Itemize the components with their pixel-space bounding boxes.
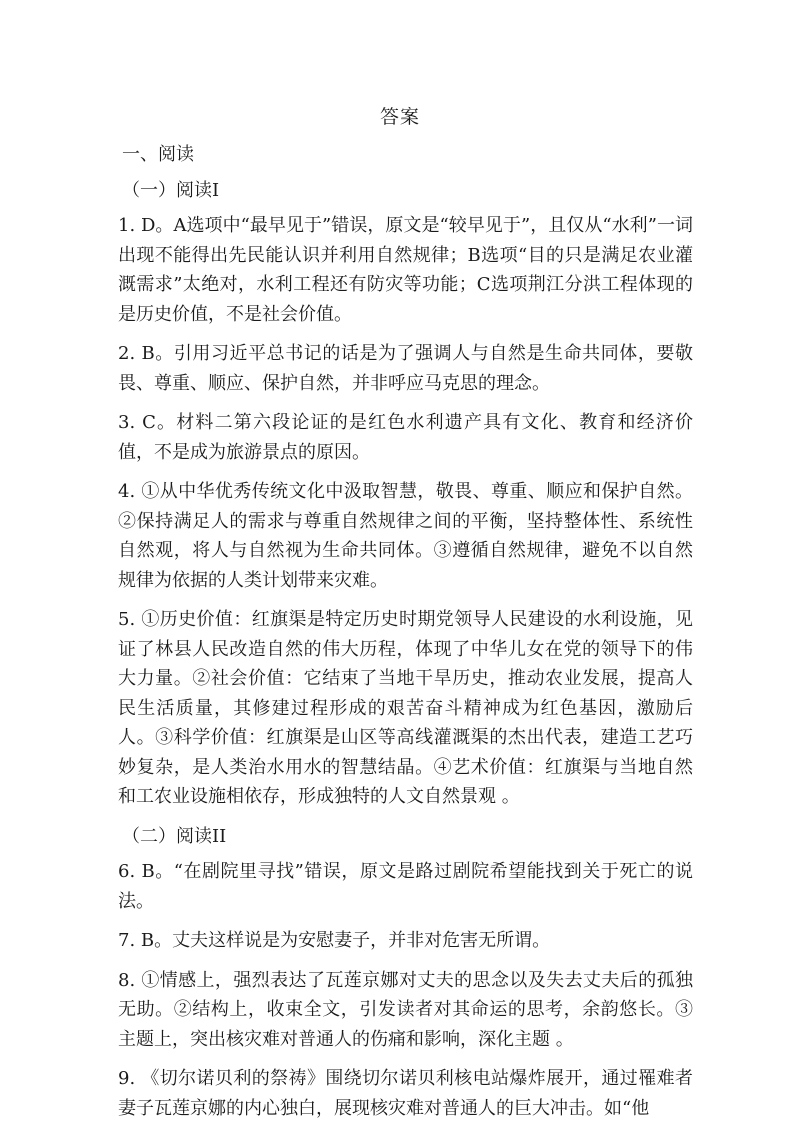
answer-number: 1. <box>118 215 141 236</box>
subsection-heading-reading-2: （二）阅读II <box>122 825 227 847</box>
answer-number: 3. <box>118 412 143 433</box>
answer-item-6 <box>118 857 693 916</box>
answer-number: 6. <box>118 861 142 882</box>
answer-item-1 <box>118 211 693 329</box>
answer-item-4 <box>118 477 693 595</box>
answer-text: B。丈夫这样说是为安慰妻子，并非对危害无所谓。 <box>140 930 551 951</box>
answer-text: B。“在剧院里寻找”错误，原文是路过剧院希望能找到关于死亡的说法。 <box>118 861 693 912</box>
answer-text: D。A选项中“最早见于”错误，原文是“较早见于”，且仅从“水利”一词出现不能得出先民能认识并利用自然规律；B选项“目的只是满足农业灌溉需求”太绝对，水利工程还有防灾等功能；C选项荆江分洪工程体现的是历史价值，不是社会价值。 <box>118 215 693 325</box>
answer-text: 《切尔诺贝利的祭祷》围绕切尔诺贝利核电站爆炸展开，通过罹难者妻子瓦莲京娜的内心独白，展现核灾难对普通人的巨大冲击。如“他 <box>118 1068 693 1119</box>
subsection-heading-reading-1: （一）阅读I <box>122 179 220 201</box>
answer-item-5 <box>118 605 693 812</box>
answer-content <box>118 140 693 1133</box>
answer-text: C。材料二第六段论证的是红色水利遗产具有文化、教育和经济价值，不是成为旅游景点的原因。 <box>118 412 693 463</box>
answer-number: 4. <box>118 481 142 502</box>
answer-number: 8. <box>118 969 142 991</box>
answer-number: 9. <box>118 1068 142 1089</box>
answer-text: ①从中华优秀传统文化中汲取智慧，敬畏、尊重、顺应和保护自然。②保持满足人的需求与尊重自然规律之间的平衡，坚持整体性、系统性自然观，将人与自然视为生命共同体。③遵循自然规律，避免不以自然规律为依据的人类计划带来灾难。 <box>118 481 693 591</box>
page-title: 答案 <box>379 106 420 128</box>
answer-number: 7. <box>118 930 141 951</box>
answer-text: ①情感上，强烈表达了瓦莲京娜对丈夫的思念以及失去丈夫后的孤独无助。②结构上，收束全文，引发读者对其命运的思考，余韵悠长。③主题上，突出核灾难对普通人的伤痛和影响，深化主题 。 <box>118 969 693 1050</box>
section-heading-reading: 一、阅读 <box>122 144 194 165</box>
answer-text: B。引用习近平总书记的话是为了强调人与自然是生命共同体，要敬畏、尊重、顺应、保护自然，并非呼应马克思的理念。 <box>118 343 693 394</box>
answer-item-7 <box>118 926 693 956</box>
answer-item-9 <box>118 1064 693 1123</box>
answer-number: 5. <box>118 609 142 630</box>
answer-item-8 <box>118 966 693 1055</box>
answer-item-2 <box>118 339 693 398</box>
answer-number: 2. <box>118 343 142 364</box>
answer-item-3 <box>118 408 693 467</box>
answer-text: ①历史价值：红旗渠是特定历史时期党领导人民建设的水利设施，见证了林县人民改造自然的伟大历程，体现了中华儿女在党的领导下的伟大力量。②社会价值：它结束了当地干旱历史，推动农业发展，提高人民生活质量，其修建过程形成的艰苦奋斗精神成为红色基因，激励后人。③科学价值：红旗渠是山区等高线灌溉渠的杰出代表，建造工艺巧妙复杂，是人类治水用水的智慧结晶。④艺术价值：红旗渠与当地自然和工农业设施相依存，形成独特的人文自然景观 。 <box>118 609 693 807</box>
